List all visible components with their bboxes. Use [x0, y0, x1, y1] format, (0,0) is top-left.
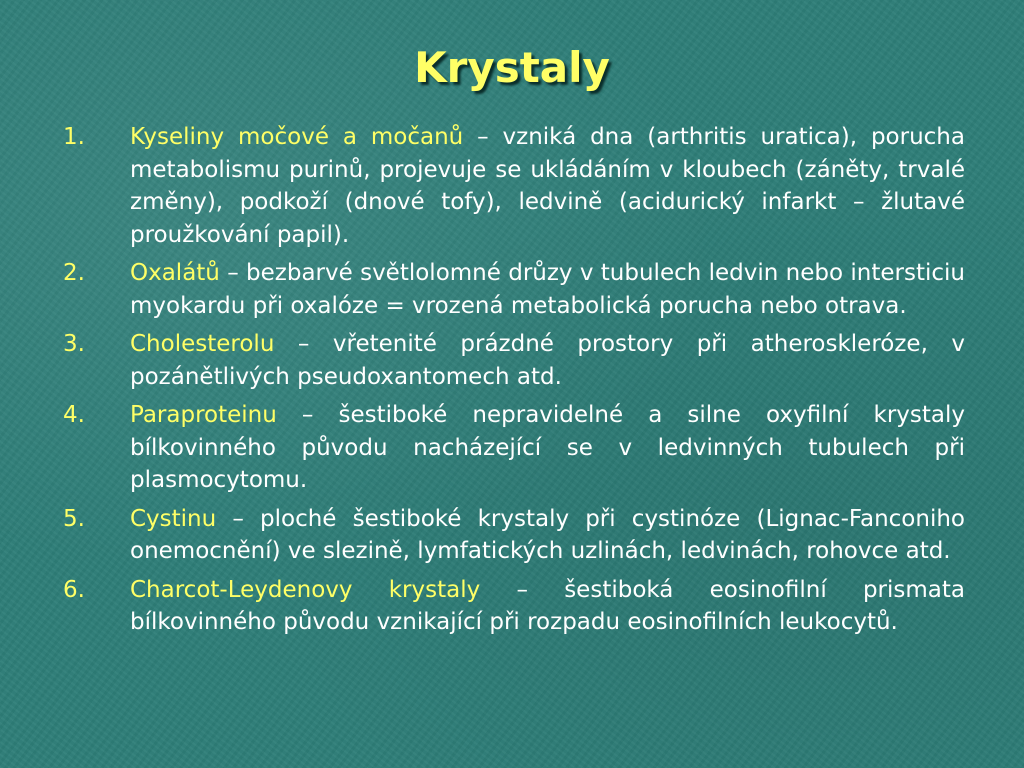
list-item-number: 2. [63, 260, 85, 286]
crystal-list [60, 121, 965, 645]
list-item [60, 121, 965, 251]
list-item-description: – vřetenité prázdné prostory při atheroskleróze, v pozánětlivých pseudoxantomech atd. [130, 331, 965, 390]
list-item-term: Cholesterolu [130, 331, 275, 357]
list-item-number: 1. [63, 124, 85, 150]
list-item [60, 399, 965, 497]
list-item-term: Kyseliny močové a močanů [130, 124, 464, 150]
list-item [60, 574, 965, 639]
list-item-description: – šestiboké nepravidelné a silne oxyfilní krystaly bílkovinného původu nacházející se v ledvinných tubulech při plasmocytomu. [130, 402, 965, 493]
list-item-number: 6. [63, 576, 85, 603]
list-item [60, 257, 965, 322]
list-item-description: – ploché šestiboké krystaly při cystinóze (Lignac-Fanconiho onemocnění) ve slezině, lymfatických uzlinách, ledvinách, rohovce atd. [130, 505, 965, 564]
list-item-number: 3. [63, 331, 85, 357]
slide-title: Krystaly [414, 43, 610, 92]
list-item [60, 328, 965, 393]
list-item-term: Cystinu [130, 505, 217, 532]
list-item-number: 4. [63, 402, 85, 428]
list-item-description: – bezbarvé světlolomné drůzy v tubulech ledvin nebo intersticiu myokardu při oxalóze = vrozená metabolická porucha nebo otrava. [130, 260, 965, 319]
list-item-term: Paraproteinu [130, 402, 277, 428]
list-item-number: 5. [63, 505, 85, 532]
list-item [60, 503, 965, 568]
list-item-description: – šestiboká eosinofilní prismata bílkovinného původu vznikající při rozpadu eosinofilních leukocytů. [130, 576, 965, 635]
list-item-description: – vzniká dna (arthritis uratica), porucha metabolismu purinů, projevuje se ukládáním v kloubech (záněty, trvalé změny), podkoží (dnové tofy), ledvině (acidurický infarkt – žlutavé proužkování papil). [130, 124, 965, 248]
list-item-term: Oxalátů [130, 260, 220, 286]
list-item-term: Charcot-Leydenovy krystaly [130, 576, 481, 603]
